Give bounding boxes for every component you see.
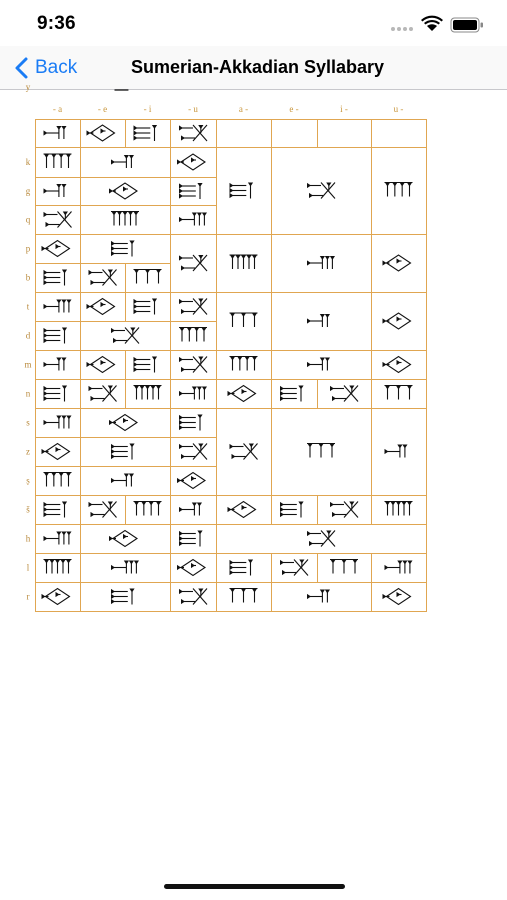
- row-label: k: [25, 157, 31, 167]
- cuneiform-sign-icon[interactable]: [89, 502, 117, 518]
- syllabary-cell[interactable]: [36, 467, 81, 496]
- syllabary-cell[interactable]: [372, 120, 427, 148]
- column-header: - a: [52, 104, 63, 114]
- syllabary-cell[interactable]: [81, 380, 126, 409]
- cuneiform-sign-icon[interactable]: [134, 125, 158, 141]
- syllabary-cell[interactable]: [171, 322, 217, 351]
- page-title: Sumerian-Akkadian Syllabary: [130, 57, 385, 77]
- cuneiform-sign-icon[interactable]: [179, 589, 207, 605]
- cuneiform-sign-icon[interactable]: [179, 531, 203, 547]
- cuneiform-sign-icon[interactable]: [179, 183, 203, 199]
- cuneiform-sign-icon[interactable]: [230, 589, 258, 603]
- cuneiform-sign-icon[interactable]: [230, 183, 254, 199]
- cuneiform-sign-icon[interactable]: [42, 444, 70, 460]
- cuneiform-sign-icon[interactable]: [230, 313, 258, 327]
- column-header: i -: [340, 104, 348, 114]
- home-indicator[interactable]: [164, 884, 345, 889]
- cuneiform-sign-icon[interactable]: [177, 154, 205, 170]
- syllabary-cell[interactable]: [217, 496, 272, 525]
- cuneiform-sign-icon[interactable]: [230, 357, 258, 371]
- syllabary-cell[interactable]: [81, 178, 171, 206]
- cuneiform-sign-icon[interactable]: [228, 386, 256, 402]
- column-header: - e: [97, 104, 108, 114]
- cuneiform-sign-icon[interactable]: [44, 270, 68, 286]
- syllabary-cell[interactable]: [126, 496, 171, 525]
- cuneiform-sign-icon[interactable]: [134, 502, 162, 516]
- syllabary-cell[interactable]: [36, 148, 81, 178]
- cuneiform-sign-icon[interactable]: [280, 560, 308, 576]
- cuneiform-sign-icon[interactable]: [44, 328, 68, 344]
- cuneiform-sign-icon[interactable]: [179, 328, 207, 342]
- syllabary-cell[interactable]: [171, 235, 217, 293]
- cuneiform-sign-icon[interactable]: [44, 560, 72, 574]
- row-label: n: [25, 388, 31, 399]
- syllabary-cell[interactable]: [81, 322, 171, 351]
- syllabary-cell[interactable]: [272, 554, 318, 583]
- row-label: z: [26, 446, 30, 457]
- battery-icon: [451, 18, 483, 32]
- cuneiform-sign-icon[interactable]: [179, 415, 203, 431]
- syllabary-cell[interactable]: [36, 206, 81, 235]
- cuneiform-sign-icon[interactable]: [44, 502, 68, 518]
- syllabary-cell[interactable]: [272, 148, 372, 235]
- cuneiform-sign-icon[interactable]: [111, 328, 139, 344]
- cuneiform-sign-icon[interactable]: [44, 212, 72, 228]
- row-label: l: [26, 562, 30, 573]
- cuneiform-sign-icon[interactable]: [330, 502, 358, 518]
- cuneiform-sign-icon[interactable]: [179, 503, 202, 516]
- cuneiform-sign-icon[interactable]: [177, 560, 205, 576]
- syllabary-cell[interactable]: [171, 351, 217, 380]
- cuneiform-sign-icon[interactable]: [44, 300, 72, 313]
- cellular-dots-icon: [391, 27, 413, 31]
- cuneiform-sign-icon[interactable]: [179, 213, 207, 226]
- cuneiform-sign-icon[interactable]: [330, 560, 358, 574]
- cuneiform-sign-icon[interactable]: [44, 416, 72, 429]
- cuneiform-sign-icon[interactable]: [179, 357, 207, 373]
- syllabary-cell[interactable]: [318, 120, 372, 148]
- cuneiform-sign-icon[interactable]: [111, 561, 139, 574]
- cuneiform-sign-icon[interactable]: [111, 444, 135, 460]
- syllabary-cell[interactable]: [217, 409, 272, 496]
- syllabary-cell[interactable]: [318, 496, 372, 525]
- wifi-icon: [421, 16, 443, 31]
- syllabary-cell[interactable]: [217, 120, 272, 148]
- cuneiform-sign-icon[interactable]: [383, 313, 411, 329]
- cuneiform-sign-icon[interactable]: [385, 183, 413, 197]
- cuneiform-sign-icon[interactable]: [307, 590, 330, 603]
- syllabary-cell[interactable]: [217, 380, 272, 409]
- cuneiform-sign-icon[interactable]: [134, 357, 158, 373]
- cuneiform-sign-icon[interactable]: [307, 256, 335, 269]
- row-label: g: [25, 186, 31, 196]
- column-header: a -: [238, 104, 249, 114]
- row-label: t: [26, 301, 30, 312]
- syllabary-view: [0, 82, 507, 870]
- cuneiform-sign-icon[interactable]: [134, 386, 162, 400]
- cuneiform-sign-icon[interactable]: [134, 299, 158, 315]
- cuneiform-sign-icon[interactable]: [109, 415, 137, 431]
- row-label: s: [26, 417, 30, 428]
- status-time: 9:36: [37, 13, 76, 34]
- status-icons: [389, 14, 489, 36]
- cuneiform-sign-icon[interactable]: [44, 386, 68, 402]
- cuneiform-sign-icon[interactable]: [134, 270, 162, 284]
- syllabary-cell[interactable]: [372, 293, 427, 351]
- cuneiform-sign-icon[interactable]: [230, 255, 258, 269]
- row-label: y: [25, 82, 31, 92]
- cuneiform-sign-icon[interactable]: [307, 314, 330, 327]
- syllabary-cell[interactable]: [171, 120, 217, 148]
- cuneiform-sign-icon[interactable]: [111, 589, 135, 605]
- cuneiform-sign-icon[interactable]: [44, 184, 67, 197]
- cuneiform-sign-icon[interactable]: [230, 444, 258, 460]
- cuneiform-sign-icon[interactable]: [179, 387, 207, 400]
- cuneiform-sign-icon[interactable]: [87, 125, 115, 141]
- cuneiform-sign-icon[interactable]: [44, 358, 67, 371]
- cuneiform-sign-icon[interactable]: [307, 444, 335, 458]
- cuneiform-sign-icon[interactable]: [44, 126, 67, 139]
- column-header: - u: [188, 104, 198, 114]
- cuneiform-sign-icon[interactable]: [44, 154, 72, 168]
- navigation-bar: [0, 46, 507, 90]
- syllabary-chart: [0, 82, 507, 870]
- syllabary-cell[interactable]: [272, 120, 318, 148]
- cuneiform-sign-icon[interactable]: [228, 502, 256, 518]
- cuneiform-sign-icon[interactable]: [385, 502, 413, 516]
- syllabary-cell[interactable]: [217, 525, 427, 554]
- row-label: r: [26, 591, 30, 602]
- syllabary-cell[interactable]: [372, 148, 427, 235]
- syllabary-cell[interactable]: [372, 351, 427, 380]
- cuneiform-sign-icon[interactable]: [44, 473, 72, 487]
- cuneiform-sign-icon[interactable]: [385, 561, 413, 574]
- cuneiform-sign-icon[interactable]: [330, 386, 358, 402]
- syllabary-cell[interactable]: [318, 380, 372, 409]
- syllabary-cell[interactable]: [81, 496, 126, 525]
- cuneiform-sign-icon[interactable]: [111, 474, 134, 487]
- row-label: q: [25, 214, 31, 225]
- cuneiform-sign-icon[interactable]: [109, 183, 137, 199]
- cuneiform-sign-icon[interactable]: [42, 589, 70, 605]
- cuneiform-sign-icon[interactable]: [111, 241, 135, 257]
- cuneiform-sign-icon[interactable]: [42, 241, 70, 257]
- syllabary-cell[interactable]: [81, 525, 171, 554]
- cuneiform-sign-icon[interactable]: [177, 473, 205, 489]
- cuneiform-sign-icon[interactable]: [44, 532, 72, 545]
- cuneiform-sign-icon[interactable]: [109, 531, 137, 547]
- row-label: p: [25, 243, 31, 254]
- cuneiform-sign-icon[interactable]: [383, 589, 411, 605]
- row-label: d: [25, 330, 31, 341]
- row-label: š: [26, 504, 30, 515]
- cuneiform-sign-icon[interactable]: [383, 255, 411, 271]
- column-header: e -: [289, 104, 299, 114]
- cuneiform-sign-icon[interactable]: [307, 531, 335, 547]
- cuneiform-sign-icon[interactable]: [111, 212, 139, 226]
- cuneiform-sign-icon[interactable]: [87, 357, 115, 373]
- back-button-label: Back: [35, 57, 78, 78]
- cuneiform-sign-icon[interactable]: [111, 155, 134, 168]
- row-label: h: [25, 533, 31, 544]
- cuneiform-sign-icon[interactable]: [385, 386, 413, 400]
- cuneiform-sign-icon[interactable]: [179, 125, 207, 141]
- cuneiform-sign-icon[interactable]: [280, 386, 304, 402]
- cuneiform-sign-icon[interactable]: [179, 299, 207, 315]
- syllabary-cell[interactable]: [171, 293, 217, 322]
- syllabary-cell[interactable]: [81, 409, 171, 438]
- cuneiform-sign-icon[interactable]: [179, 444, 207, 460]
- cuneiform-sign-icon[interactable]: [87, 299, 115, 315]
- syllabary-cell[interactable]: [372, 235, 427, 293]
- cuneiform-sign-icon[interactable]: [383, 357, 411, 373]
- column-header: u -: [393, 104, 404, 114]
- cuneiform-sign-icon[interactable]: [89, 270, 117, 286]
- row-label: m: [24, 359, 32, 370]
- syllabary-cell[interactable]: [217, 351, 272, 380]
- row-label: b: [25, 272, 31, 283]
- cuneiform-sign-icon[interactable]: [385, 445, 408, 458]
- cuneiform-sign-icon[interactable]: [230, 560, 254, 576]
- cuneiform-sign-icon[interactable]: [179, 255, 207, 271]
- status-bar: [0, 0, 507, 46]
- syllabary-cell[interactable]: [171, 583, 217, 612]
- syllabary-cell[interactable]: [171, 438, 217, 467]
- row-label: ṣ: [26, 475, 30, 486]
- cuneiform-sign-icon[interactable]: [280, 502, 304, 518]
- syllabary-cell[interactable]: [372, 583, 427, 612]
- cuneiform-sign-icon[interactable]: [307, 183, 335, 199]
- column-header: - i: [143, 104, 152, 114]
- syllabary-cell[interactable]: [81, 264, 126, 293]
- cuneiform-sign-icon[interactable]: [307, 358, 330, 371]
- cuneiform-sign-icon[interactable]: [89, 386, 117, 402]
